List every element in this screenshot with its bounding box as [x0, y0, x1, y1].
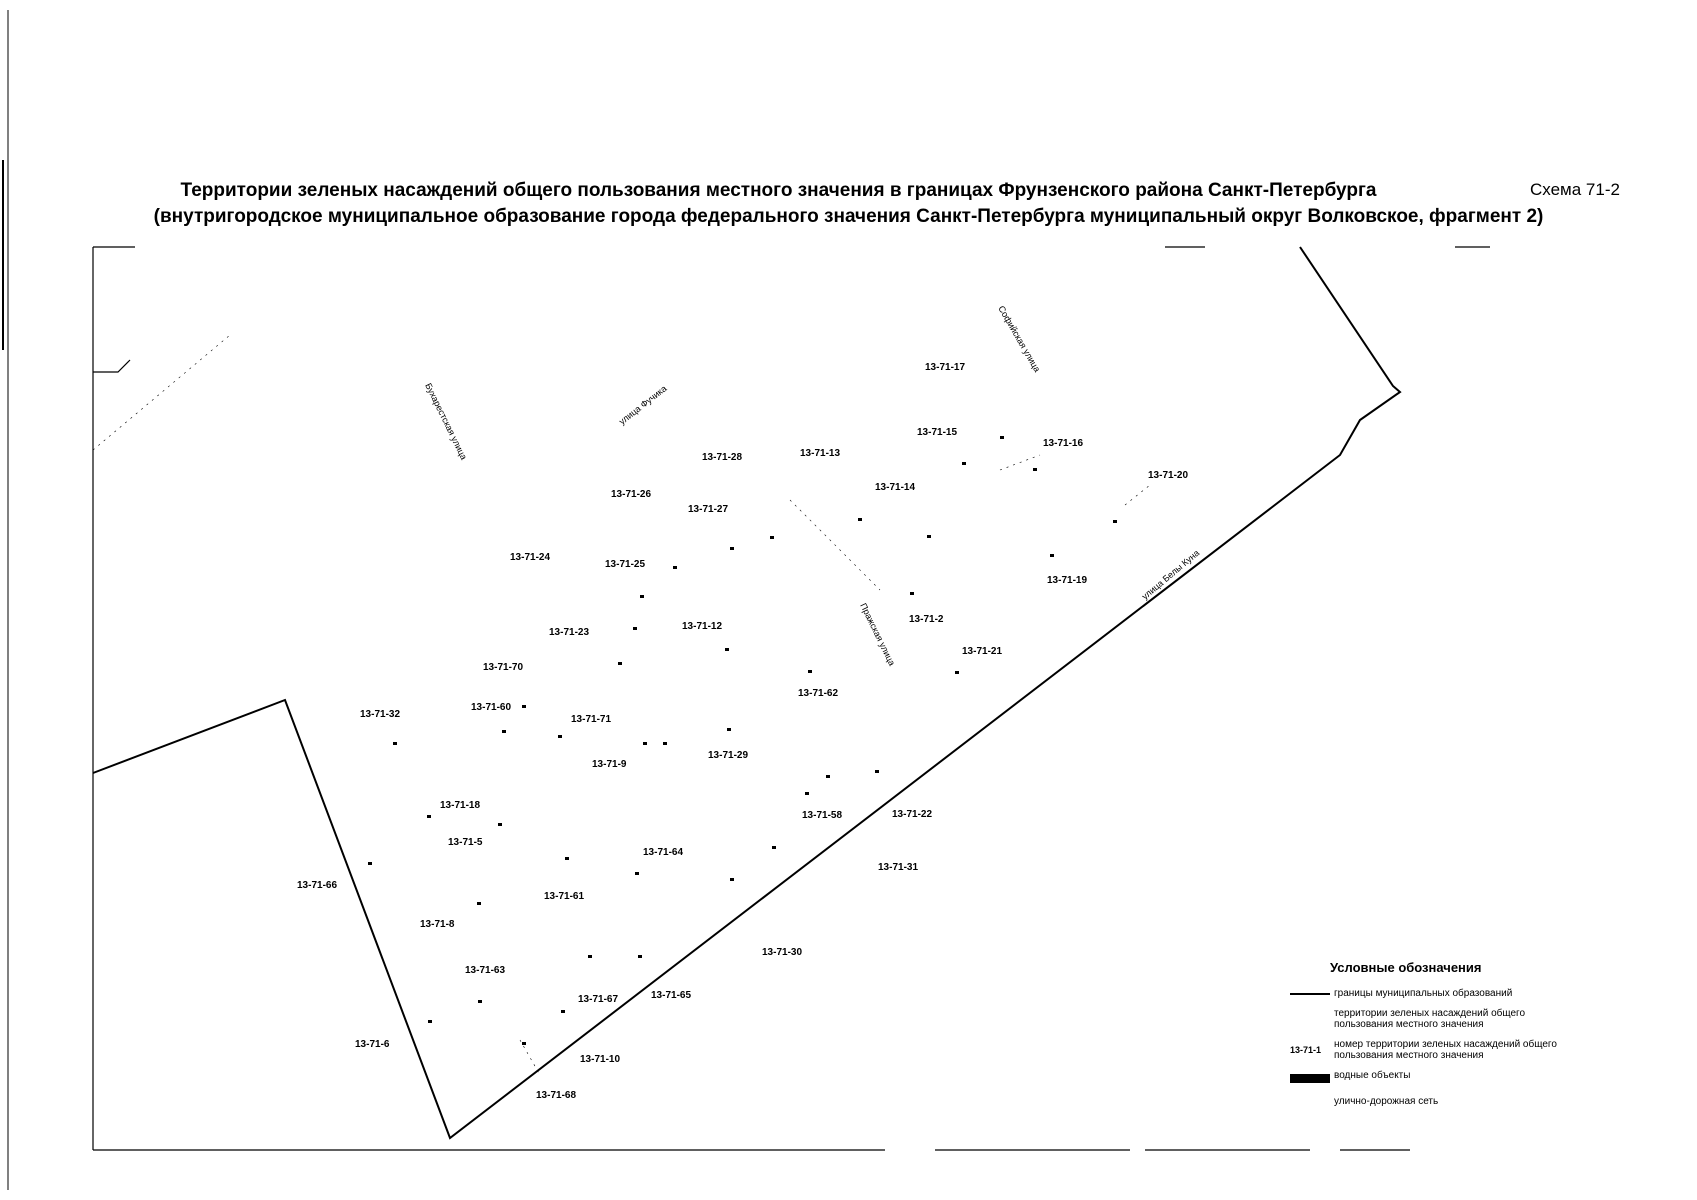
territory-marker	[561, 1010, 565, 1013]
territory-marker	[826, 775, 830, 778]
territory-label: 13-71-70	[483, 662, 524, 673]
territory-marker	[730, 878, 734, 881]
territory-markers	[368, 436, 1117, 1045]
territory-marker	[393, 742, 397, 745]
territory-label: 13-71-60	[471, 702, 512, 713]
territory-marker	[522, 1042, 526, 1045]
territory-marker	[558, 735, 562, 738]
territory-label: 13-71-17	[925, 362, 966, 373]
street-label-bukharestskaya: Бухарестская улица	[423, 381, 469, 462]
territory-label: 13-71-26	[611, 489, 652, 500]
territory-marker	[770, 536, 774, 539]
territory-label: 13-71-2	[909, 614, 944, 625]
territory-label: 13-71-29	[708, 750, 749, 761]
territory-label: 13-71-8	[420, 919, 455, 930]
territory-label: 13-71-5	[448, 837, 483, 848]
number-sample-symbol: 13-71-1	[1290, 1045, 1322, 1055]
territory-label: 13-71-67	[578, 994, 619, 1005]
territory-marker	[618, 662, 622, 665]
municipal-boundary	[93, 247, 1400, 1138]
territory-labels	[297, 362, 1188, 1101]
territory-marker	[633, 627, 637, 630]
territory-label: 13-71-6	[355, 1039, 390, 1050]
legend-text-number: номер территории зеленых насаждений общего пользования местного значения	[1334, 1039, 1557, 1061]
legend-text-water: водные объекты	[1334, 1070, 1411, 1081]
territory-marker	[635, 872, 639, 875]
territory-marker	[502, 730, 506, 733]
territory-label: 13-71-23	[549, 627, 590, 638]
schema-number: Схема 71-2	[1530, 180, 1620, 199]
map-title-line-1: Территории зеленых насаждений общего пользования местного значения в границах Фрунзенского района Санкт-Петербурга	[180, 180, 1377, 201]
territory-marker	[663, 742, 667, 745]
territory-marker	[368, 862, 372, 865]
territory-label: 13-71-66	[297, 880, 338, 891]
territory-marker	[498, 823, 502, 826]
territory-marker	[1033, 468, 1037, 471]
territory-label: 13-71-31	[878, 862, 919, 873]
territory-marker	[858, 518, 862, 521]
territory-label: 13-71-21	[962, 646, 1003, 657]
territory-label: 13-71-10	[580, 1054, 621, 1065]
legend-text-road: улично-дорожная сеть	[1334, 1096, 1439, 1107]
water-symbol	[1290, 1074, 1330, 1083]
territory-label: 13-71-62	[798, 688, 839, 699]
territory-label: 13-71-63	[465, 965, 506, 976]
territory-marker	[522, 705, 526, 708]
map-title-line-2: (внутригородское муниципальное образование города федерального значения Санкт-Петербурга муниципальный округ Волковское, фрагмент 2)	[153, 206, 1544, 227]
territory-label: 13-71-9	[592, 759, 627, 770]
territory-label: 13-71-14	[875, 482, 916, 493]
territory-label: 13-71-12	[682, 621, 723, 632]
legend-title: Условные обозначения	[1330, 960, 1482, 975]
territory-marker	[428, 1020, 432, 1023]
legend-text-boundary: границы муниципальных образований	[1334, 988, 1513, 999]
legend-text-green: территории зеленых насаждений общего пользования местного значения	[1334, 1008, 1526, 1030]
boundary-line-symbol	[1290, 993, 1330, 995]
territory-marker	[805, 792, 809, 795]
territory-marker	[955, 671, 959, 674]
territory-marker	[772, 846, 776, 849]
territory-label: 13-71-20	[1148, 470, 1189, 481]
map-frame	[93, 247, 1490, 1150]
territory-label: 13-71-65	[651, 990, 692, 1001]
street-network	[93, 335, 1150, 1075]
territory-marker	[962, 462, 966, 465]
street-label-bely-kuna: улица Белы Куна	[1139, 547, 1202, 602]
territory-label: 13-71-30	[762, 947, 803, 958]
territory-marker	[565, 857, 569, 860]
territory-marker	[1000, 436, 1004, 439]
territory-label: 13-71-25	[605, 559, 646, 570]
street-label-fuchika: улица Фучика	[617, 383, 669, 427]
territory-marker	[638, 955, 642, 958]
territory-label: 13-71-27	[688, 504, 729, 515]
street-label-prazhskaya: Пражская улица	[858, 601, 898, 668]
territory-marker	[477, 902, 481, 905]
territory-marker	[478, 1000, 482, 1003]
territory-label: 13-71-13	[800, 448, 841, 459]
territory-marker	[730, 547, 734, 550]
territory-label: 13-71-18	[440, 800, 481, 811]
territory-label: 13-71-61	[544, 891, 585, 902]
territory-marker	[640, 595, 644, 598]
territory-label: 13-71-24	[510, 552, 551, 563]
territory-marker	[673, 566, 677, 569]
territory-marker	[1050, 554, 1054, 557]
territory-label: 13-71-58	[802, 810, 843, 821]
territory-label: 13-71-19	[1047, 575, 1088, 586]
street-label-sofiyskaya: Софийская улица	[996, 304, 1043, 374]
territory-label: 13-71-15	[917, 427, 958, 438]
territory-marker	[727, 728, 731, 731]
territory-marker	[588, 955, 592, 958]
territory-marker	[910, 592, 914, 595]
territory-marker	[725, 648, 729, 651]
territory-label: 13-71-16	[1043, 438, 1084, 449]
territory-marker	[643, 742, 647, 745]
territory-label: 13-71-64	[643, 847, 684, 858]
territory-marker	[1113, 520, 1117, 523]
territory-label: 13-71-32	[360, 709, 401, 720]
territory-marker	[927, 535, 931, 538]
territory-label: 13-71-28	[702, 452, 743, 463]
territory-label: 13-71-71	[571, 714, 612, 725]
territory-label: 13-71-68	[536, 1090, 577, 1101]
territory-label: 13-71-22	[892, 809, 933, 820]
territory-marker	[427, 815, 431, 818]
territory-marker	[808, 670, 812, 673]
territory-marker	[875, 770, 879, 773]
